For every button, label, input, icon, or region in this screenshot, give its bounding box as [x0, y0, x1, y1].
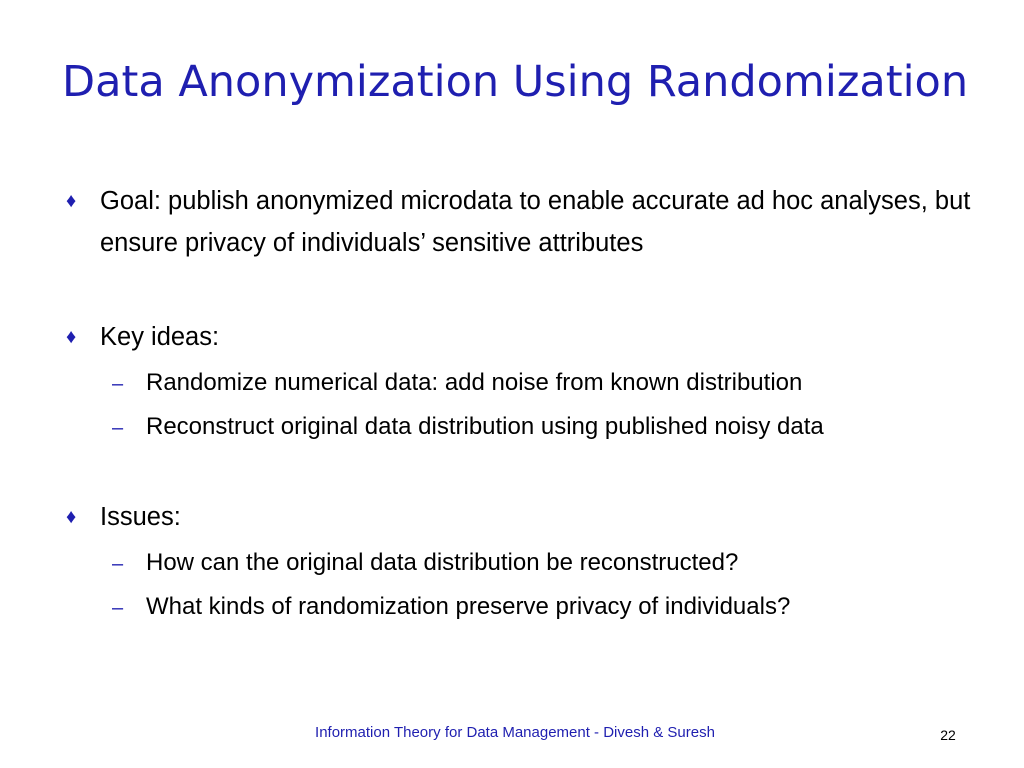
bullet-text: Goal: publish anonymized microdata to enable accurate ad hoc analyses, but ensure privacy of individuals’ sensitive attributes — [100, 187, 971, 257]
diamond-bullet-icon: ♦ — [66, 326, 77, 348]
slide-title: Data Anonymization Using Randomization — [62, 57, 969, 107]
bullet-text: Issues: — [100, 503, 181, 531]
dash-bullet-icon: – — [112, 417, 124, 439]
sub-bullet-text: What kinds of randomization preserve privacy of individuals? — [146, 593, 791, 620]
dash-bullet-icon: – — [112, 553, 124, 575]
slide-footer: Information Theory for Data Management - Divesh & Suresh — [315, 724, 715, 741]
diamond-bullet-icon: ♦ — [66, 190, 77, 212]
sub-bullet-text: Reconstruct original data distribution using published noisy data — [146, 413, 824, 440]
bullet-issues — [66, 496, 996, 538]
dash-bullet-icon: – — [112, 597, 124, 619]
slide-body — [66, 180, 996, 626]
page-number: 22 — [940, 727, 956, 743]
sub-bullet — [66, 408, 996, 446]
diamond-bullet-icon: ♦ — [66, 506, 77, 528]
sub-bullet — [66, 364, 996, 402]
bullet-goal — [66, 180, 996, 264]
bullet-key-ideas — [66, 316, 996, 358]
sub-bullet-text: How can the original data distribution be reconstructed? — [146, 549, 739, 576]
sub-bullet-text: Randomize numerical data: add noise from known distribution — [146, 369, 803, 396]
sub-bullet — [66, 588, 996, 626]
sub-bullet — [66, 544, 996, 582]
bullet-text: Key ideas: — [100, 323, 220, 351]
dash-bullet-icon: – — [112, 373, 124, 395]
